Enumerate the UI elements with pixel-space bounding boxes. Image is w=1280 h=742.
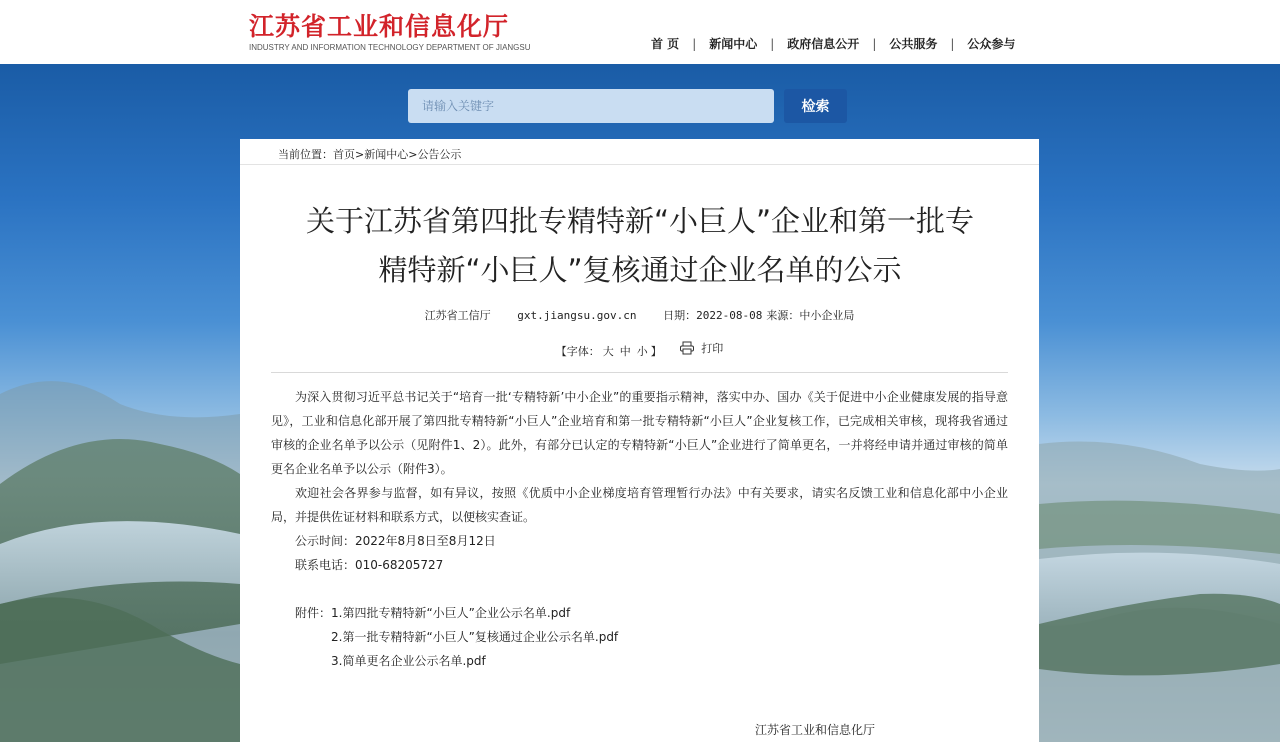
body-paragraph: 欢迎社会各界参与监督，如有异议，按照《优质中小企业梯度培育管理暂行办法》中有关要求，请实名反馈工业和信息化部中小企业局，并提供佐证材料和联系方式，以便核实查证。 — [271, 486, 1008, 524]
nav-item-participation[interactable]: 公众参与 — [967, 37, 1016, 51]
font-size-medium[interactable]: 中 — [619, 345, 631, 358]
nav-item-public-service[interactable]: 公共服务 — [889, 37, 938, 51]
nav-separator: | — [950, 36, 955, 51]
attachment-row — [271, 625, 1008, 649]
meta-site: gxt.jiangsu.gov.cn — [517, 309, 637, 322]
meta-publisher: 江苏省工信厅 — [424, 309, 491, 322]
breadcrumb-home[interactable]: 首页 — [333, 148, 355, 161]
article-meta — [240, 307, 1039, 323]
divider — [271, 372, 1008, 373]
font-size-small[interactable]: 小 — [636, 345, 648, 358]
search-button[interactable]: 检索 — [784, 89, 847, 123]
nav-separator: | — [770, 36, 775, 51]
nav-item-home[interactable]: 首 页 — [651, 37, 680, 51]
breadcrumb-current[interactable]: 公告公示 — [417, 148, 462, 161]
attachment-row — [271, 649, 1008, 673]
meta-source: 来源：中小企业局 — [766, 309, 855, 322]
breadcrumb-separator: > — [355, 148, 365, 161]
contact-phone: 联系电话：010-68205727 — [295, 558, 444, 572]
site-logo[interactable]: 江苏省工业和信息化厅 — [249, 12, 510, 41]
main-nav — [651, 35, 1015, 52]
article-body — [271, 385, 1008, 673]
breadcrumb — [278, 146, 461, 162]
site-logo-english: INDUSTRY AND INFORMATION TECHNOLOGY DEPARTMENT OF JIANGSU — [249, 43, 531, 52]
meta-date-source — [663, 309, 854, 322]
article-tools — [240, 340, 1039, 359]
font-size-label: 【字体： — [555, 345, 600, 358]
font-size-label-close: 】 — [650, 345, 662, 358]
article-title-line: 精特新“小巨人”复核通过企业名单的公示 — [378, 253, 902, 287]
divider — [240, 164, 1039, 165]
attachment-link-2[interactable]: 2.第一批专精特新“小巨人”复核通过企业公示名单.pdf — [331, 630, 619, 644]
attachments-label: 附件： — [295, 606, 332, 620]
attachment-link-1[interactable]: 1.第四批专精特新“小巨人”企业公示名单.pdf — [331, 606, 571, 620]
article-title — [260, 197, 1020, 295]
publicity-period: 公示时间：2022年8月8日至8月12日 — [295, 534, 496, 548]
nav-item-news[interactable]: 新闻中心 — [709, 37, 758, 51]
font-size-control — [556, 345, 662, 358]
meta-date: 日期：2022-08-08 — [663, 309, 763, 322]
attachments — [271, 601, 1008, 673]
article-panel — [240, 139, 1039, 742]
printer-icon — [679, 341, 695, 355]
attachment-link-3[interactable]: 3.简单更名企业公示名单.pdf — [331, 654, 486, 668]
body-paragraph: 为深入贯彻习近平总书记关于“培育一批‘专精特新’中小企业”的重要指示精神，落实中办、国办《关于促进中小企业健康发展的指导意见》，工业和信息化部开展了第四批专精特新“小巨人”企业培育和第一批专精特新“小巨人”企业复核工作，已完成相关审核，现将我省通过审核的企业名单予以公示（见附件1、2）。此外，有部分已认定的专精特新“小巨人”企业进行了简单更名，一并将经申请并通过审核的简单更名企业名单予以公示（附件3）。 — [271, 390, 1008, 476]
font-size-large[interactable]: 大 — [602, 345, 614, 358]
print-label: 打印 — [701, 342, 724, 355]
article-title-line: 关于江苏省第四批专精特新“小巨人”企业和第一批专 — [305, 204, 975, 238]
search-input[interactable] — [408, 89, 774, 123]
breadcrumb-news[interactable]: 新闻中心 — [364, 148, 409, 161]
signature: 江苏省工业和信息化厅 — [755, 723, 876, 737]
nav-separator: | — [872, 36, 877, 51]
site-header — [0, 0, 1280, 64]
breadcrumb-prefix: 当前位置： — [278, 148, 333, 161]
attachment-row — [271, 601, 1008, 625]
breadcrumb-separator: > — [408, 148, 418, 161]
nav-item-gov-info[interactable]: 政府信息公开 — [787, 37, 860, 51]
print-button[interactable] — [679, 340, 723, 356]
nav-separator: | — [692, 36, 697, 51]
